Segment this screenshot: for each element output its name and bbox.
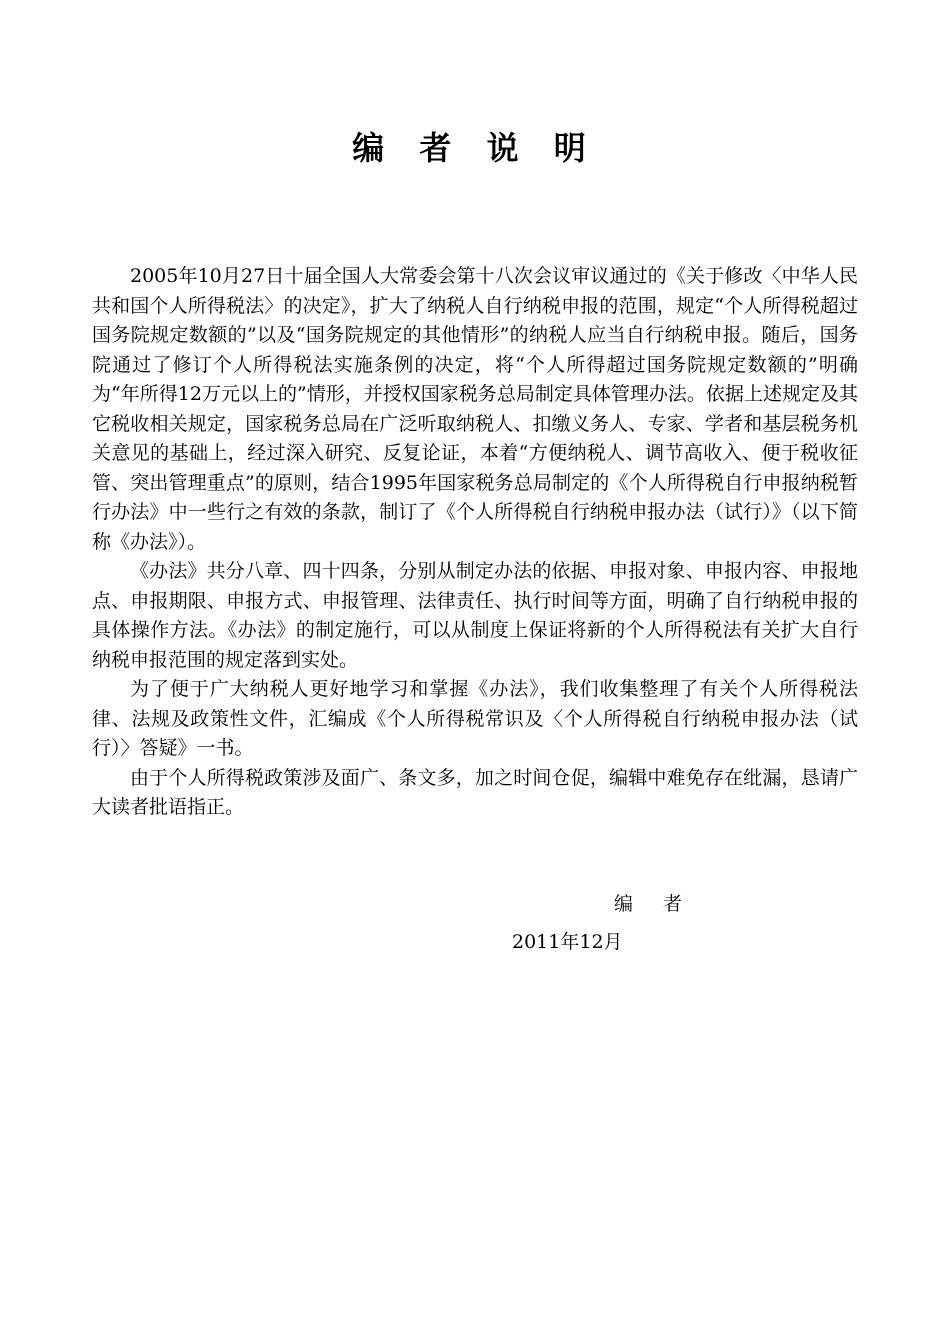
document-body xyxy=(92,262,858,823)
signature-date: 2011年12月 xyxy=(512,931,623,953)
paragraph-2: 《办法》共分八章、四十四条，分别从制定办法的依据、申报对象、申报内容、申报地点、申报期限、申报方式、申报管理、法律责任、执行时间等方面，明确了自行纳税申报的具体操作方法。《办法》的制定施行，可以从制度上保证将新的个人所得税法有关扩大自行纳税申报范围的规定落到实处。 xyxy=(92,560,858,671)
page-title: 编 者 说 明 xyxy=(352,129,598,167)
paragraph-3: 为了便于广大纳税人更好地学习和掌握《办法》，我们收集整理了有关个人所得税法律、法规及政策性文件，汇编成《个人所得税常识及〈个人所得税自行纳税申报办法（试行）〉答疑》一书。 xyxy=(92,678,858,759)
editor-signature: 编 者 xyxy=(614,893,695,915)
paragraph-1: 2005年10月27日十届全国人大常委会第十八次会议审议通过的《关于修改〈中华人民共和国个人所得税法〉的决定》，扩大了纳税人自行纳税申报的范围，规定“个人所得税超过国务院规定数额的”以及“国务院规定的其他情形”的纳税人应当自行纳税申报。随后，国务院通过了修订个人所得税法实施条例的决定，将“个人所得超过国务院规定数额的”明确为“年所得12万元以上的”情形，并授权国家税务总局制定具体管理办法。依据上述规定及其它税收相关规定，国家税务总局在广泛听取纳税人、扣缴义务人、专家、学者和基层税务机关意见的基础上，经过深入研究、反复论证，本着“方便纳税人、调节高收入、便于税收征管、突出管理重点”的原则，结合1995年国家税务总局制定的《个人所得税自行申报纳税暂行办法》中一些行之有效的条款，制订了《个人所得税自行纳税申报办法（试行）》（以下简称《办法》）。 xyxy=(92,265,858,553)
paragraph-4: 由于个人所得税政策涉及面广、条文多，加之时间仓促，编辑中难免存在纰漏，恳请广大读者批语指正。 xyxy=(92,766,858,818)
